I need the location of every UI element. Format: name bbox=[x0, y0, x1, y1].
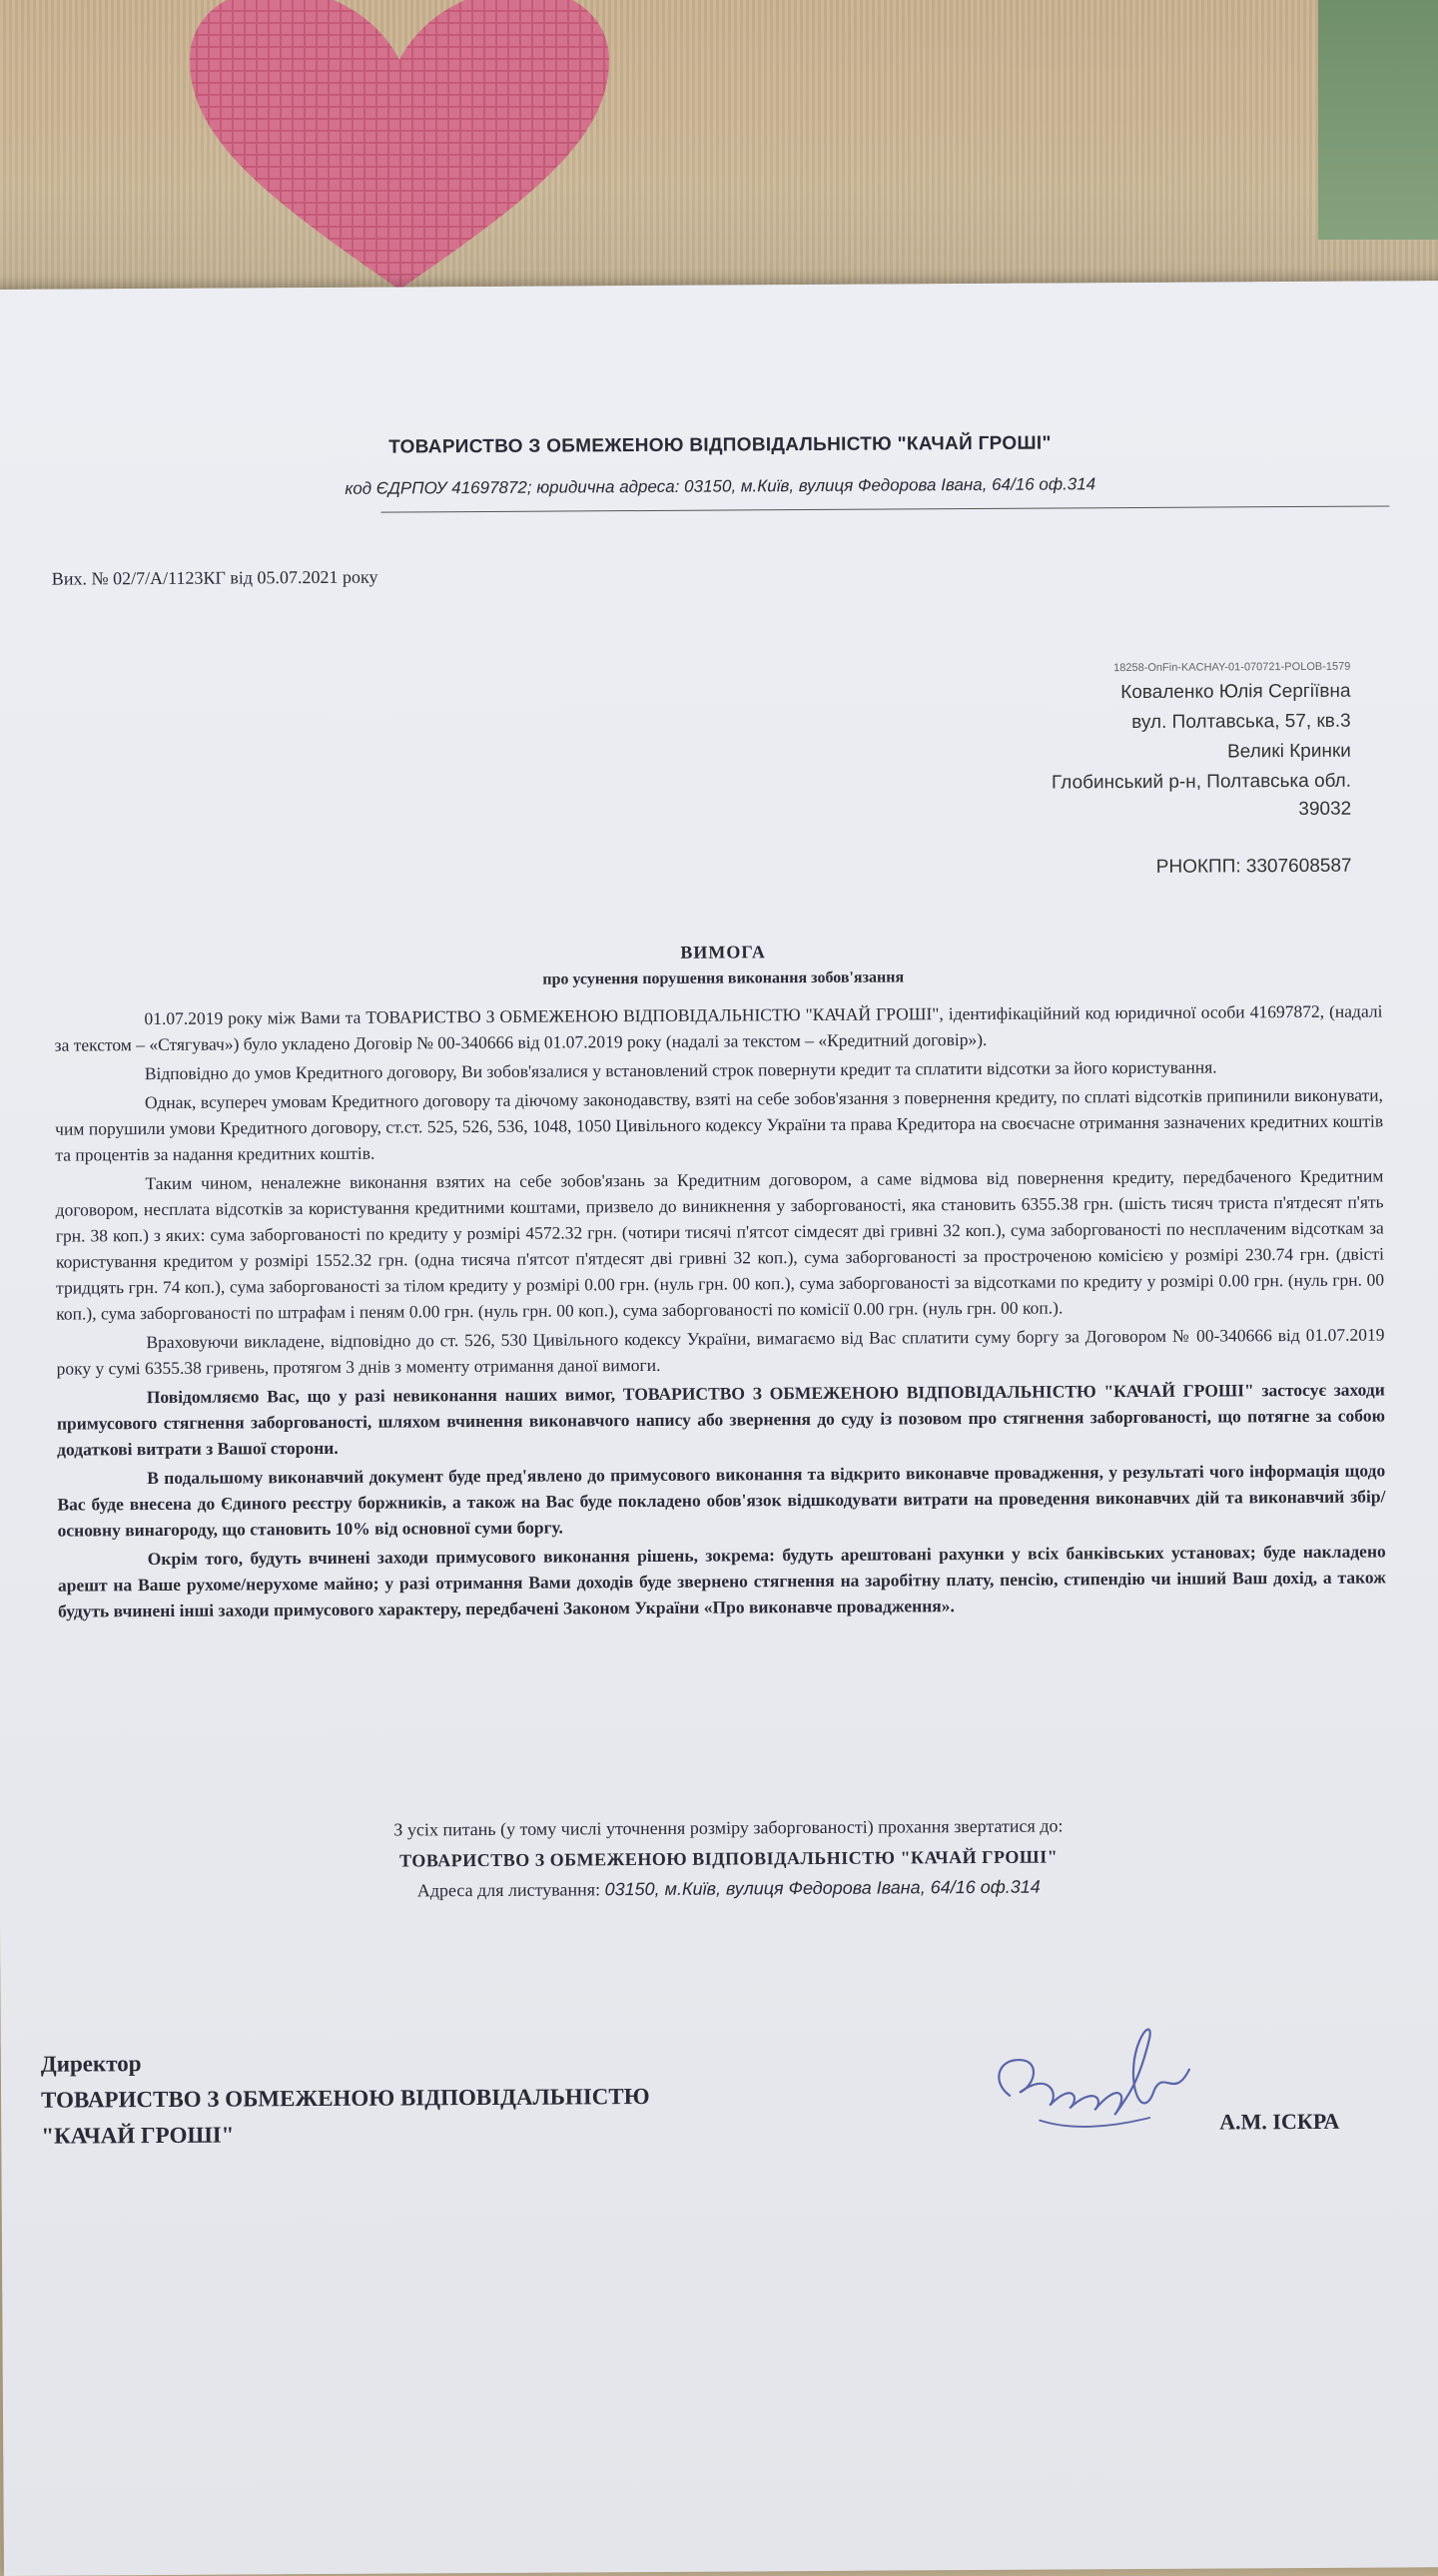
handwritten-signature bbox=[979, 2000, 1199, 2161]
contact-company: ТОВАРИСТВО З ОБМЕЖЕНОЮ ВІДПОВІДАЛЬНІСТЮ "КАЧАЙ ГРОШІ" bbox=[398, 1846, 1059, 1871]
signatory-company-line2: "КАЧАЙ ГРОШІ" bbox=[41, 2122, 235, 2149]
letter-body bbox=[54, 997, 1386, 1626]
paragraph-6: Повідомляємо Вас, що у разі невиконання наших вимог, ТОВАРИСТВО З ОБМЕЖЕНОЮ ВІДПОВІДАЛЬНІСТЮ "КАЧАЙ ГРОШІ" застосує заходи примусового стягнення заборгованості, шляхом вчинення виконавчого напису або звернення до суду із позовом про стягнення заборгованості, що потягне за собою додаткові витрати з Вашої сторони. bbox=[56, 1379, 1385, 1460]
recipient-region: Глобинський р-н, Полтавська обл. bbox=[1051, 770, 1352, 794]
signatory-name: А.М. ІСКРА bbox=[1219, 2108, 1340, 2135]
contact-address-value: 03150, м.Київ, вулиця Федорова Івана, 64/16 оф.314 bbox=[604, 1876, 1041, 1900]
paragraph-3: Однак, всупереч умовам Кредитного договору та діючому законодавству, взяті на себе зобов'язання з повернення кредиту, по сплаті відсотків припинили виконувати, чим порушили умови Кредитного договору, ст.ст. 525, 526, 536, 1048, 1050 Цивільного кодексу України та права Кредитора на своєчасне отримання зазначених кредитних коштів та процентів за надання кредитних коштів. bbox=[55, 1084, 1384, 1165]
document-title: ВИМОГА bbox=[680, 942, 766, 963]
paragraph-8: Окрім того, будуть вчинені заходи примусового виконання рішень, зокрема: будуть арештовані рахунки у всіх банківських установах; буде накладено арешт на Ваше рухоме/нерухоме майно; у разі отримання Вами доходів буде звернено стягнення на заробітну плату, пенсію, стипендію чи інший Ваш дохід, а також будуть вчинені інші заходи примусового характеру, передбачені Законом України «Про виконавче провадження». bbox=[57, 1541, 1386, 1621]
letterhead-company-name: ТОВАРИСТВО З ОБМЕЖЕНОЮ ВІДПОВІДАЛЬНІСТЮ "КАЧАЙ ГРОШІ" bbox=[388, 432, 1052, 458]
letter-paper bbox=[0, 281, 1438, 2576]
recipient-tax-id: РНОКПП: 3307608587 bbox=[1155, 855, 1352, 878]
letterhead-divider bbox=[380, 505, 1389, 512]
paragraph-1: 01.07.2019 року між Вами та ТОВАРИСТВО З ОБМЕЖЕНОЮ ВІДПОВІДАЛЬНІСТЮ "КАЧАЙ ГРОШІ", ідентифікаційний код юридичної особи 41697872, (надалі за текстом – «Стягувач») було укладено Договір № 00-340666 від 01.07.2019 року (надалі за текстом – «Кредитний договір»). bbox=[54, 1000, 1383, 1055]
paragraph-2: Відповідно до умов Кредитного договору, Ви зобов'язалися у встановлений строк повернути кредит та сплатити відсотки за його користування. bbox=[144, 1056, 1217, 1084]
document-subtitle: про усунення порушення виконання зобов'язання bbox=[542, 968, 905, 988]
heart-decoration-icon bbox=[150, 0, 649, 290]
paragraph-7: В подальшому виконавчий документ буде пред'явлено до примусового виконання та відкрито виконавче провадження, у результаті чого інформація щодо Вас буде внесена до Єдиного реєстру боржників, а також на Вас буде покладено обов'язок відшкодувати витрати на проведення виконавчих дій та виконавчий збір/основну винагороду, що становить 10% від основної суми боргу. bbox=[57, 1460, 1386, 1541]
recipient-name: Коваленко Юлія Сергіївна bbox=[1120, 680, 1351, 704]
recipient-zip: 39032 bbox=[1298, 798, 1352, 821]
letterhead-details: код ЄДРПОУ 41697872; юридична адреса: 03150, м.Київ, вулиця Федорова Івана, 64/16 оф.314 bbox=[345, 474, 1096, 498]
recipient-city: Великі Кринки bbox=[1226, 740, 1351, 763]
signatory-company-line1: ТОВАРИСТВО З ОБМЕЖЕНОЮ ВІДПОВІДАЛЬНІСТЮ bbox=[41, 2083, 650, 2113]
recipient-code: 18258-OnFin-KACHAY-01-070721-POLOB-1579 bbox=[1113, 660, 1351, 675]
outgoing-number: Вих. № 02/7/А/1123КГ від 05.07.2021 року bbox=[51, 566, 378, 589]
paragraph-5: Враховуючи викладене, відповідно до ст. 526, 530 Цивільного кодексу України, вимагаємо від Вас сплатити суму боргу за Договором № 00-340666 від 01.07.2019 року у сумі 6355.38 гривень, протягом 3 днів з моменту отримання даної вимоги. bbox=[56, 1324, 1385, 1379]
contact-address-label: Адреса для листування: bbox=[416, 1879, 605, 1901]
contact-address bbox=[60, 1874, 1398, 1903]
paragraph-4: Таким чином, неналежне виконання взятих на себе зобов'язань за Кредитним договором, а саме відмова від повернення кредиту, передбаченого Кредитним договором, несплата відсотків за користування кредитними коштами, призвело до виникнення у заборгованості, яка становить 6355.38 грн. (шість тисяч триста п'ятдесят п'ять грн. 38 коп.) з яких: сума заборгованості по кредиту у розмірі 4572.32 грн. (чотири тисячі п'ятсот сімдесят дві гривні 32 коп.), сума заборгованості по несплаченим відсоткам за користування кредитом у розмірі 1552.32 грн. (одна тисяча п'ятсот п'ятдесят дві гривні 32 коп.), сума заборгованості за простроченою комісією у розмірі 230.74 грн. (двісті тридцять грн. 74 коп.), сума заборгованості за тілом кредиту у розмірі 0.00 грн. (нуль грн. 00 коп.), сума заборгованості за відсотками по кредиту у розмірі 0.00 грн. (нуль грн. 00 коп.), сума заборгованості по штрафам і пеням 0.00 грн. (нуль грн. 00 коп.), сума заборгованості по комісії 0.00 грн. (нуль грн. 00 коп.). bbox=[55, 1165, 1385, 1324]
signature-block bbox=[41, 2043, 650, 2155]
background-green-object bbox=[1318, 0, 1438, 240]
contact-intro: З усіх питань (у тому числі уточнення розміру заборгованості) прохання звертатися до: bbox=[393, 1815, 1064, 1840]
recipient-street: вул. Полтавська, 57, кв.3 bbox=[1131, 710, 1351, 734]
signatory-position: Директор bbox=[40, 2051, 142, 2077]
